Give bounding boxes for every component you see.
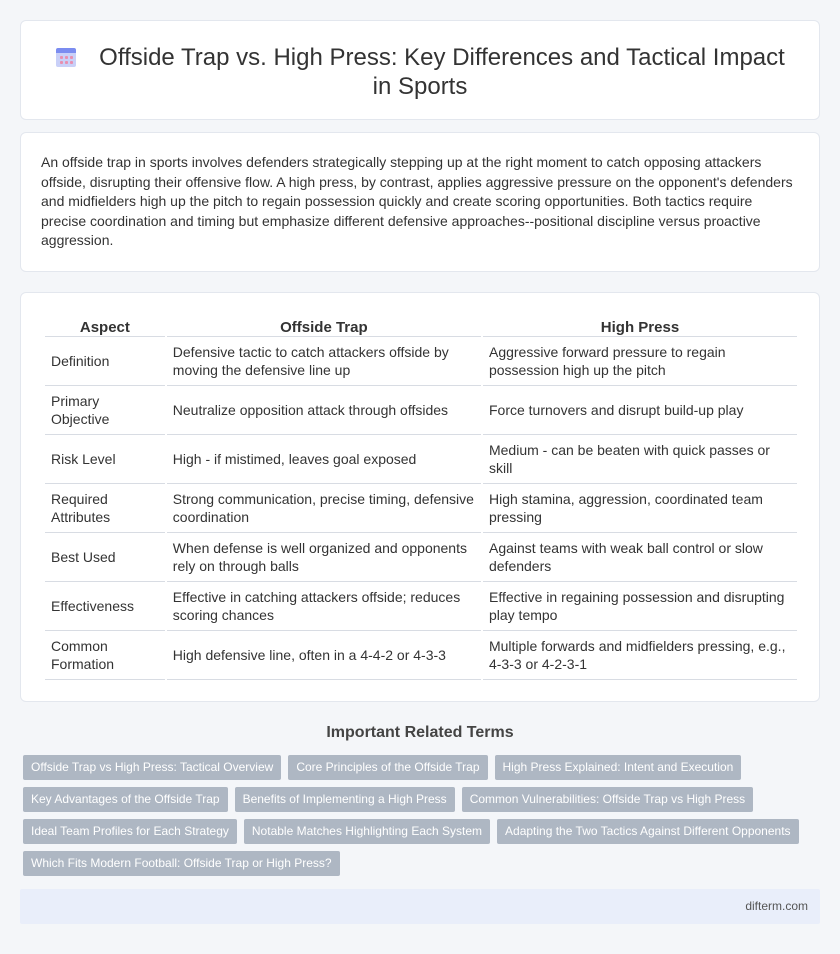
related-term-tag[interactable]: Core Principles of the Offside Trap: [288, 755, 487, 780]
table-header-row: [45, 315, 797, 337]
table-row: [45, 631, 797, 680]
footer: [20, 889, 820, 924]
intro-card: [20, 132, 820, 272]
high-press-cell: Against teams with weak ball control or slow defenders: [483, 533, 797, 582]
aspect-cell: Common Formation: [45, 631, 165, 680]
related-term-tag[interactable]: Common Vulnerabilities: Offside Trap vs High Press: [462, 787, 753, 812]
table-row: [45, 337, 797, 386]
offside-trap-cell: When defense is well organized and opponents rely on through balls: [167, 533, 481, 582]
table-row: [45, 435, 797, 484]
title-wrap: [21, 43, 819, 101]
offside-trap-cell: Defensive tactic to catch attackers offside by moving the defensive line up: [167, 337, 481, 386]
high-press-cell: Multiple forwards and midfielders pressing, e.g., 4-3-3 or 4-2-3-1: [483, 631, 797, 680]
table-row: [45, 582, 797, 631]
offside-trap-cell: Strong communication, precise timing, defensive coordination: [167, 484, 481, 533]
related-term-tag[interactable]: Benefits of Implementing a High Press: [235, 787, 455, 812]
related-term-tag[interactable]: Notable Matches Highlighting Each System: [244, 819, 490, 844]
header-offside-trap: Offside Trap: [167, 315, 481, 337]
calendar-icon: [55, 46, 77, 68]
high-press-cell: Effective in regaining possession and disrupting play tempo: [483, 582, 797, 631]
aspect-cell: Effectiveness: [45, 582, 165, 631]
related-term-tag[interactable]: Which Fits Modern Football: Offside Trap or High Press?: [23, 851, 340, 876]
related-terms-list: [23, 755, 823, 883]
aspect-cell: Required Attributes: [45, 484, 165, 533]
aspect-cell: Best Used: [45, 533, 165, 582]
high-press-cell: Medium - can be beaten with quick passes or skill: [483, 435, 797, 484]
offside-trap-cell: Effective in catching attackers offside; reduces scoring chances: [167, 582, 481, 631]
page-title: Offside Trap vs. High Press: Key Differences and Tactical Impact in Sports: [99, 44, 785, 100]
intro-paragraph: An offside trap in sports involves defenders strategically stepping up at the right moment to catch opposing attackers offside, disrupting their offensive flow. A high press, by contrast, applies aggressive pressure on the opponent's defenders and midfielders high up the pitch to regain possession quickly and create scoring opportunities. Both tactics require precise coordination and timing but emphasize different defensive approaches--positional discipline versus proactive aggression.: [41, 154, 793, 248]
header-card: [20, 20, 820, 120]
table-row: [45, 386, 797, 435]
header-high-press: High Press: [483, 315, 797, 337]
related-terms-title: Important Related Terms: [326, 724, 514, 741]
high-press-cell: High stamina, aggression, coordinated team pressing: [483, 484, 797, 533]
aspect-cell: Definition: [45, 337, 165, 386]
comparison-table: [43, 315, 799, 680]
related-term-tag[interactable]: Ideal Team Profiles for Each Strategy: [23, 819, 237, 844]
offside-trap-cell: Neutralize opposition attack through offsides: [167, 386, 481, 435]
related-term-tag[interactable]: Adapting the Two Tactics Against Different Opponents: [497, 819, 799, 844]
offside-trap-cell: High - if mistimed, leaves goal exposed: [167, 435, 481, 484]
offside-trap-cell: High defensive line, often in a 4-4-2 or 4-3-3: [167, 631, 481, 680]
related-term-tag[interactable]: Key Advantages of the Offside Trap: [23, 787, 228, 812]
high-press-cell: Aggressive forward pressure to regain possession high up the pitch: [483, 337, 797, 386]
aspect-cell: Risk Level: [45, 435, 165, 484]
header-aspect: Aspect: [45, 315, 165, 337]
comparison-card: [20, 292, 820, 702]
table-row: [45, 484, 797, 533]
aspect-cell: Primary Objective: [45, 386, 165, 435]
related-term-tag[interactable]: Offside Trap vs High Press: Tactical Overview: [23, 755, 281, 780]
related-term-tag[interactable]: High Press Explained: Intent and Execution: [495, 755, 742, 780]
table-row: [45, 533, 797, 582]
footer-site-link[interactable]: difterm.com: [745, 899, 808, 913]
high-press-cell: Force turnovers and disrupt build-up play: [483, 386, 797, 435]
